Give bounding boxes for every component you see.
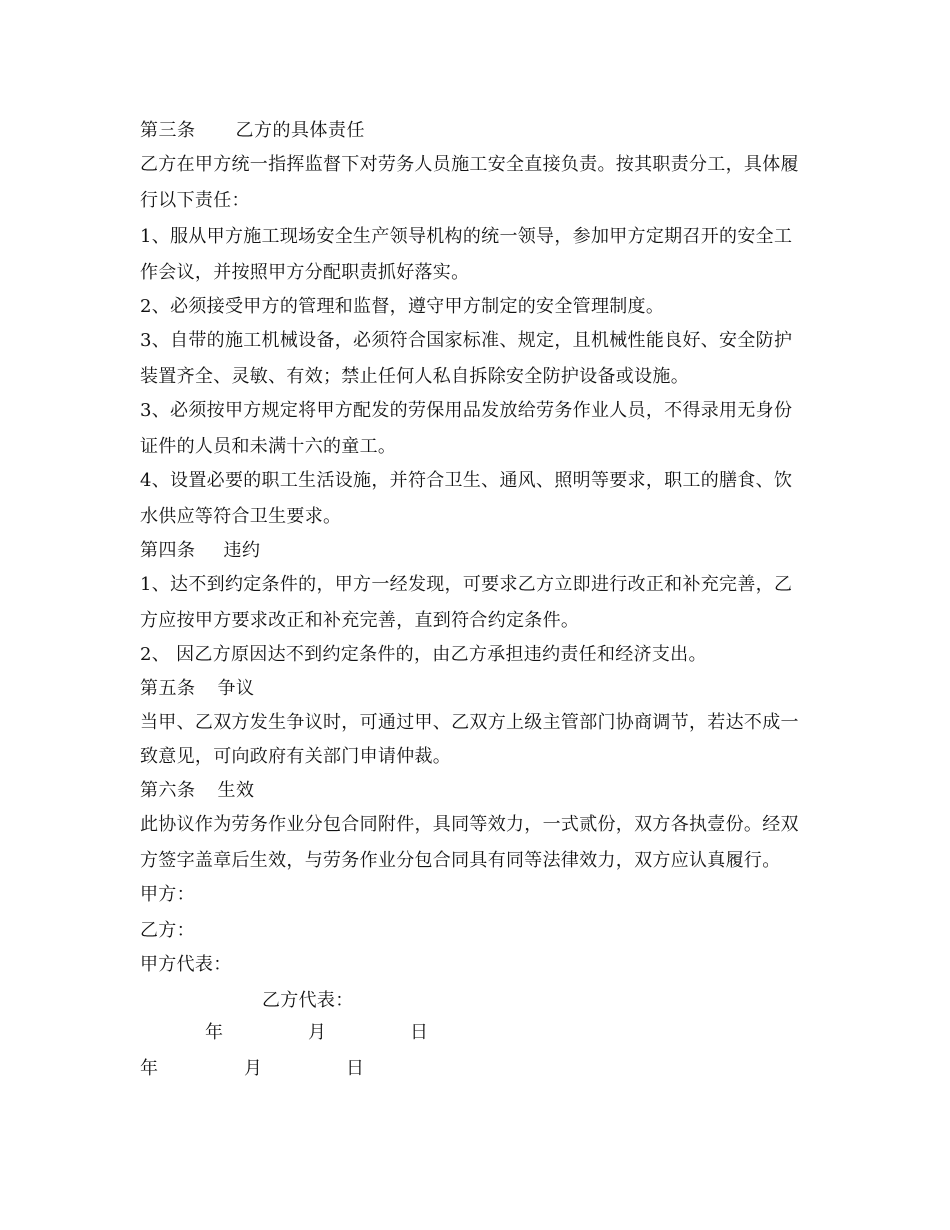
paragraph-line: 致意见，可向政府有关部门申请仲裁。 — [140, 746, 452, 767]
paragraph-line: 此协议作为劳务作业分包合同附件，具同等效力，一式贰份，双方各执壹份。经双 — [140, 814, 799, 835]
article-title: 违约 — [223, 540, 261, 561]
list-item: 2、 因乙方原因达不到约定条件的，由乙方承担违约责任和经济支出。 — [140, 644, 707, 665]
article-number: 第四条 — [140, 540, 196, 561]
date-year-label: 年 — [205, 1022, 224, 1043]
article-number: 第五条 — [140, 678, 196, 699]
paragraph-line: 方签字盖章后生效，与劳务作业分包合同具有同等法律效力，双方应认真履行。 — [140, 850, 781, 871]
list-item: 1、达不到约定条件的，甲方一经发现，可要求乙方立即进行改正和补充完善，乙 — [140, 574, 793, 595]
party-b-label: 乙方： — [140, 920, 195, 941]
article-3-heading — [140, 119, 365, 143]
list-item-continuation: 装置齐全、灵敏、有效；禁止任何人私自拆除安全防护设备或设施。 — [140, 366, 689, 387]
article-5-heading — [140, 677, 255, 701]
date-month-label: 月 — [308, 1022, 327, 1043]
list-item-continuation: 作会议，并按照甲方分配职责抓好落实。 — [140, 262, 470, 283]
party-b-representative-label: 乙方代表： — [262, 990, 354, 1011]
article-title: 争议 — [217, 678, 255, 699]
list-item: 1、服从甲方施工现场安全生产领导机构的统一领导，参加甲方定期召开的安全工 — [140, 226, 793, 247]
list-item-continuation: 方应按甲方要求改正和补充完善，直到符合约定条件。 — [140, 610, 580, 631]
article-6-heading — [140, 779, 255, 803]
list-item: 3、必须按甲方规定将甲方配发的劳保用品发放给劳务作业人员，不得录用无身份 — [140, 400, 793, 421]
article-title: 生效 — [217, 780, 255, 801]
article-title: 乙方的具体责任 — [235, 120, 365, 141]
paragraph-line: 行以下责任： — [140, 190, 250, 211]
list-item-continuation: 水供应等符合卫生要求。 — [140, 506, 342, 527]
date-year-label: 年 — [140, 1058, 159, 1079]
party-a-label: 甲方： — [140, 884, 195, 905]
article-4-heading — [140, 539, 261, 563]
date-month-label: 月 — [244, 1058, 263, 1079]
paragraph-line: 乙方在甲方统一指挥监督下对劳务人员施工安全直接负责。按其职责分工，具体履 — [140, 154, 799, 175]
list-item: 3、自带的施工机械设备，必须符合国家标准、规定，且机械性能良好、安全防护 — [140, 330, 793, 351]
article-number: 第六条 — [140, 780, 196, 801]
paragraph-line: 当甲、乙双方发生争议时，可通过甲、乙双方上级主管部门协商调节，若达不成一 — [140, 712, 799, 733]
list-item-continuation: 证件的人员和未满十六的童工。 — [140, 436, 397, 457]
list-item: 4、设置必要的职工生活设施，并符合卫生、通风、照明等要求，职工的膳食、饮 — [140, 470, 793, 491]
list-item: 2、必须接受甲方的管理和监督，遵守甲方制定的安全管理制度。 — [140, 296, 665, 317]
party-a-representative-label: 甲方代表： — [140, 954, 232, 975]
article-number: 第三条 — [140, 120, 196, 141]
date-day-label: 日 — [346, 1058, 365, 1079]
date-day-label: 日 — [410, 1022, 429, 1043]
